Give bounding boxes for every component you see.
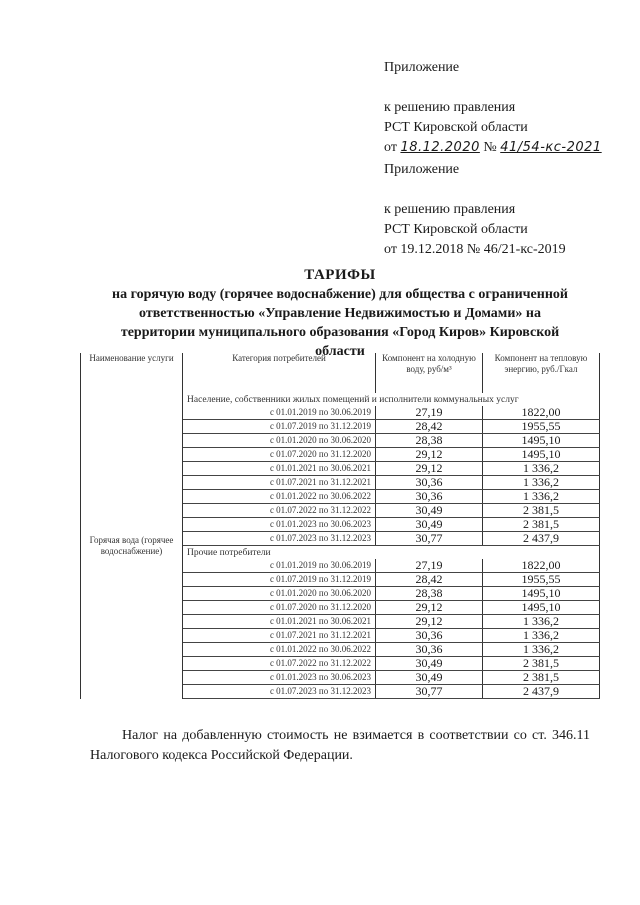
heat-energy-value: 1 336,2 [483,643,600,657]
period-cell: с 01.07.2020 по 31.12.2020 [183,601,376,615]
period-cell: с 01.01.2022 по 30.06.2022 [183,490,376,504]
heat-energy-value: 1822,00 [483,559,600,573]
cold-water-value: 29,12 [376,462,483,476]
handwritten-number: 41/54-кс-2021 [500,140,602,155]
appendix-line-date: от 19.12.2018 № 46/21-кс-2019 [384,242,566,257]
cold-water-value: 28,38 [376,587,483,601]
document-heading [90,266,590,361]
heat-energy-value: 1495,10 [483,448,600,462]
period-cell: с 01.07.2023 по 31.12.2023 [183,685,376,699]
vat-footnote: Налог на добавленную стоимость не взимается в соответствии со ст. 346.11 Налогового кодекса Российской Федерации. [90,728,590,763]
appendix-previous [384,160,566,260]
heading-line: территории муниципального образования «Город Киров» Кировской [120,325,560,340]
period-cell: с 01.01.2021 по 30.06.2021 [183,615,376,629]
heading-line: ответственностью «Управление Недвижимостью и Домами» на [139,306,541,321]
tariff-table [80,353,600,699]
cold-water-value: 27,19 [376,406,483,420]
heat-energy-value: 1495,10 [483,601,600,615]
cold-water-value: 30,36 [376,643,483,657]
heat-energy-value: 2 381,5 [483,657,600,671]
period-cell: с 01.01.2020 по 30.06.2020 [183,434,376,448]
appendix-line-date: от 18.12.2020 № 41/54-кс-2021 [384,140,602,155]
period-cell: с 01.07.2022 по 31.12.2022 [183,657,376,671]
heat-energy-value: 1822,00 [483,406,600,420]
cold-water-value: 28,42 [376,420,483,434]
period-cell: с 01.01.2021 по 30.06.2021 [183,462,376,476]
heat-energy-value: 2 437,9 [483,532,600,546]
heat-energy-value: 1495,10 [483,434,600,448]
category-group-label: Население, собственники жилых помещений и исполнители коммунальных услуг [183,393,600,406]
heat-energy-value: 1495,10 [483,587,600,601]
appendix-title: Приложение [384,60,460,75]
appendix-line-decision: к решению правления [384,202,516,217]
period-cell: с 01.01.2022 по 30.06.2022 [183,643,376,657]
period-cell: с 01.07.2022 по 31.12.2022 [183,504,376,518]
appendix-line-authority: РСТ Кировской области [384,222,528,237]
header-cold: Компонент на холодную воду, руб/м³ [376,353,483,393]
heat-energy-value: 2 381,5 [483,504,600,518]
period-cell: с 01.07.2019 по 31.12.2019 [183,573,376,587]
cold-water-value: 27,19 [376,559,483,573]
appendix-title: Приложение [384,162,460,177]
cold-water-value: 29,12 [376,615,483,629]
category-group-label: Прочие потребители [183,546,600,560]
cold-water-value: 30,49 [376,518,483,532]
heat-energy-value: 1955,55 [483,420,600,434]
cold-water-value: 28,42 [376,573,483,587]
heat-energy-value: 1 336,2 [483,490,600,504]
header-heat: Компонент на тепловую энергию, руб./Гкал [483,353,600,393]
period-cell: с 01.07.2020 по 31.12.2020 [183,448,376,462]
heat-energy-value: 1 336,2 [483,615,600,629]
period-cell: с 01.07.2021 по 31.12.2021 [183,476,376,490]
header-category: Категория потребителей [183,353,376,393]
period-cell: с 01.01.2019 по 30.06.2019 [183,559,376,573]
heat-energy-value: 1 336,2 [483,476,600,490]
heading-line: на горячую воду (горячее водоснабжение) для общества с ограниченной [112,287,568,302]
heat-energy-value: 1 336,2 [483,629,600,643]
table-header-row [81,353,600,393]
cold-water-value: 30,36 [376,490,483,504]
heat-energy-value: 1955,55 [483,573,600,587]
cold-water-value: 29,12 [376,448,483,462]
heat-energy-value: 2 381,5 [483,671,600,685]
cold-water-value: 29,12 [376,601,483,615]
cold-water-value: 28,38 [376,434,483,448]
cold-water-value: 30,49 [376,657,483,671]
cold-water-value: 30,49 [376,504,483,518]
period-cell: с 01.01.2019 по 30.06.2019 [183,406,376,420]
cold-water-value: 30,77 [376,685,483,699]
handwritten-date: 18.12.2020 [400,140,480,155]
period-cell: с 01.07.2021 по 31.12.2021 [183,629,376,643]
header-service: Наименование услуги [81,353,183,393]
heading-title: ТАРИФЫ [304,267,376,283]
appendix-line-decision: к решению правления [384,100,516,115]
period-cell: с 01.07.2019 по 31.12.2019 [183,420,376,434]
appendix-line-authority: РСТ Кировской области [384,120,528,135]
tariff-table-body [81,393,600,699]
cold-water-value: 30,36 [376,476,483,490]
period-cell: с 01.07.2023 по 31.12.2023 [183,532,376,546]
heat-energy-value: 2 381,5 [483,518,600,532]
heat-energy-value: 1 336,2 [483,462,600,476]
appendix-current [384,58,602,158]
service-name-cell: Горячая вода (горячее водоснабжение) [81,393,183,699]
heading-line: области [315,344,365,359]
period-cell: с 01.01.2023 по 30.06.2023 [183,671,376,685]
period-cell: с 01.01.2020 по 30.06.2020 [183,587,376,601]
cold-water-value: 30,36 [376,629,483,643]
period-cell: с 01.01.2023 по 30.06.2023 [183,518,376,532]
heat-energy-value: 2 437,9 [483,685,600,699]
cold-water-value: 30,77 [376,532,483,546]
cold-water-value: 30,49 [376,671,483,685]
